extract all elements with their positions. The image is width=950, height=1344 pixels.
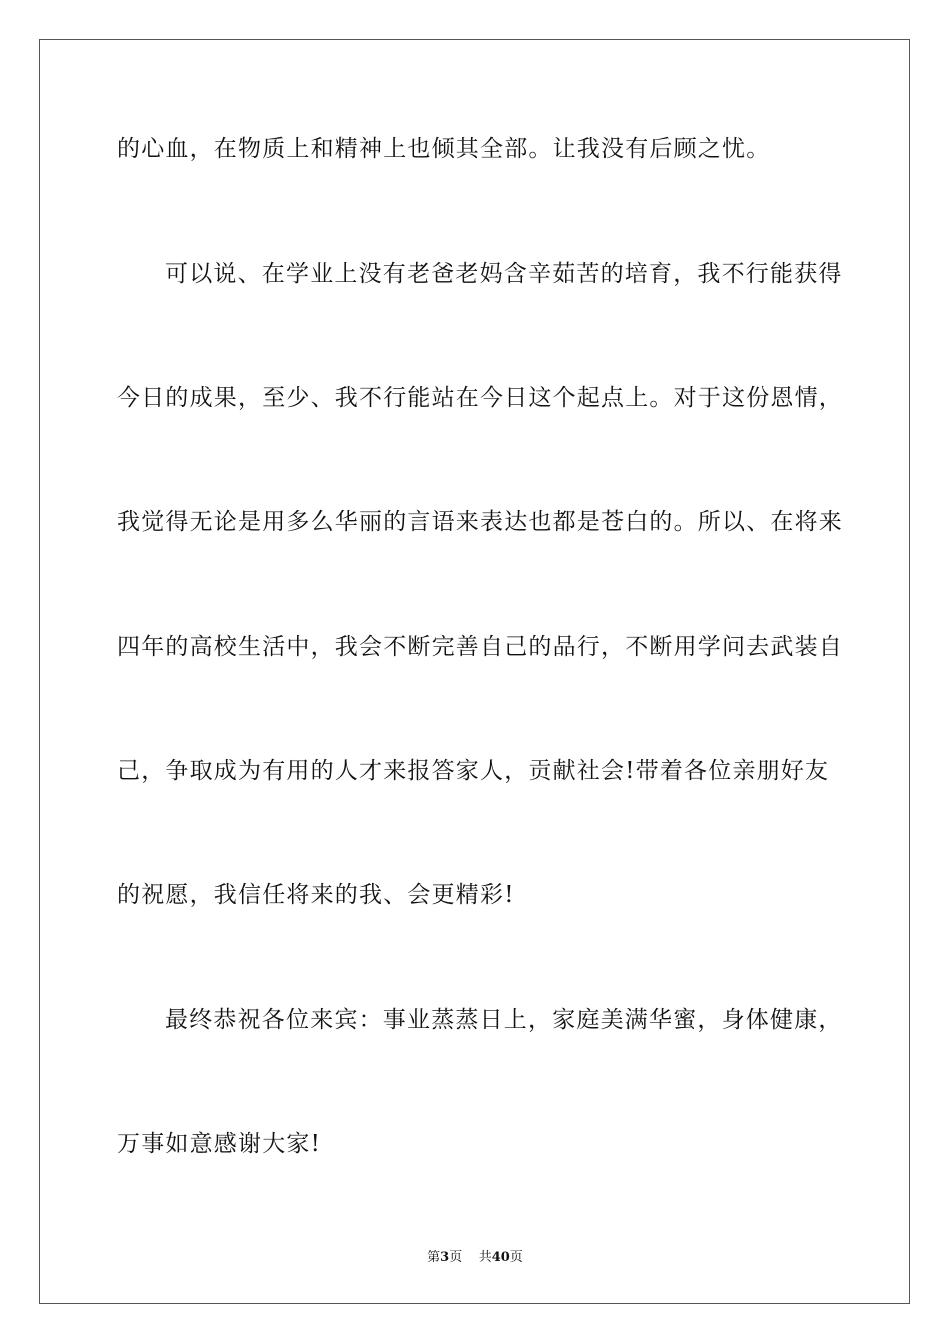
text-line-6: 己，争取成为有用的人才来报答家人，贡献社会!带着各位亲朋好友 (117, 758, 830, 784)
text-line-5: 四年的高校生活中，我会不断完善自己的品行，不断用学问去武装自 (117, 634, 843, 660)
text-line-4: 我觉得无论是用多么华丽的言语来表达也都是苍白的。所以、在将来 (117, 509, 843, 535)
page-footer (0, 1249, 950, 1267)
page-border (39, 39, 910, 1304)
total-pages: 40 (491, 1250, 510, 1265)
text-line-8-indented: 最终恭祝各位来宾：事业蒸蒸日上，家庭美满华蜜，身体健康， (165, 1007, 843, 1033)
text-line-7: 的祝愿，我信任将来的我、会更精彩! (117, 882, 515, 908)
text-line-1: 的心血，在物质上和精神上也倾其全部。让我没有后顾之忧。 (117, 136, 771, 162)
total-prefix: 共 (478, 1250, 492, 1265)
page-suffix: 页 (449, 1250, 463, 1265)
total-suffix: 页 (509, 1250, 523, 1265)
page-prefix: 第 (427, 1250, 441, 1265)
text-line-9: 万事如意感谢大家! (117, 1131, 322, 1157)
page-number: 3 (440, 1250, 450, 1265)
text-line-2-indented: 可以说、在学业上没有老爸老妈含辛茹苦的培育，我不行能获得 (165, 261, 843, 287)
text-line-3: 今日的成果，至少、我不行能站在今日这个起点上。对于这份恩情， (117, 385, 843, 411)
